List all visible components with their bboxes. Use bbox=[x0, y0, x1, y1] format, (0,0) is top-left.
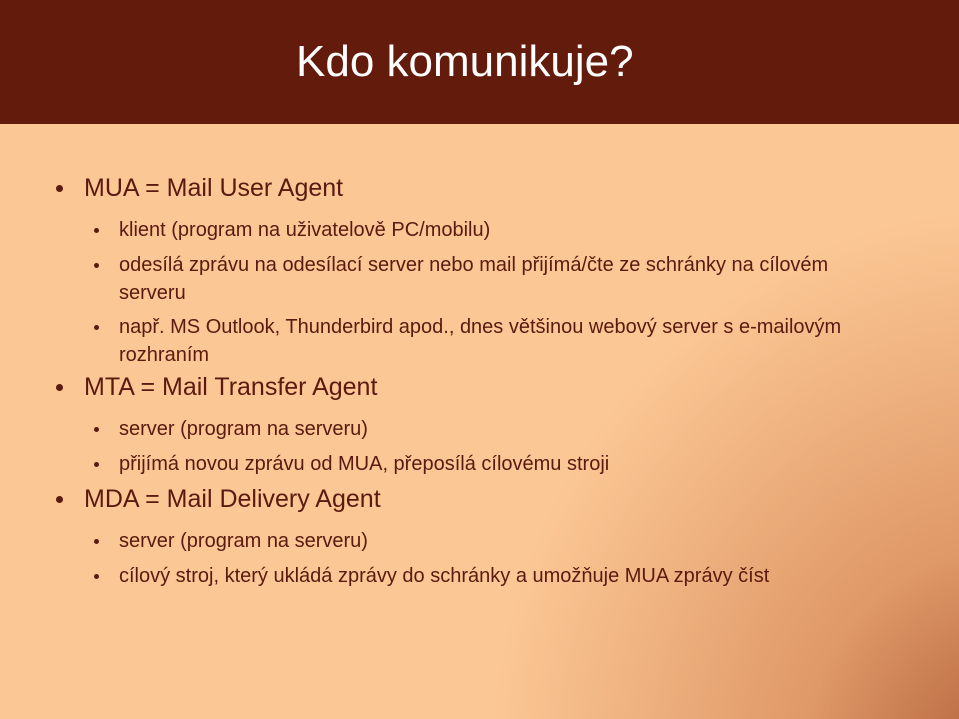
bullet-mda bbox=[84, 484, 381, 514]
sub-bullet-text: např. MS Outlook, Thunderbird apod., dnes většinou webový server s e-mailovým rozhraním bbox=[119, 316, 842, 366]
sub-bullet-mua-sends bbox=[119, 251, 859, 307]
bullet-dot-icon bbox=[94, 574, 99, 579]
bullet-text: MUA = Mail User Agent bbox=[84, 174, 344, 202]
sub-bullet-mta-receives bbox=[119, 450, 859, 478]
sub-bullet-text: odesílá zprávu na odesílací server nebo mail přijímá/čte ze schránky na cílovém serveru bbox=[119, 254, 829, 304]
bullet-mta bbox=[84, 372, 377, 402]
slide-title: Kdo komunikuje? bbox=[296, 37, 634, 86]
bullet-dot-icon bbox=[94, 539, 99, 544]
bullet-text: MDA = Mail Delivery Agent bbox=[84, 485, 381, 513]
bullet-dot-icon bbox=[56, 496, 63, 503]
bullet-mua bbox=[84, 173, 343, 203]
bullet-dot-icon bbox=[94, 325, 99, 330]
sub-bullet-text: server (program na serveru) bbox=[119, 530, 368, 552]
bullet-dot-icon bbox=[56, 384, 63, 391]
sub-bullet-mua-client bbox=[119, 216, 859, 244]
bullet-dot-icon bbox=[94, 427, 99, 432]
sub-bullet-text: přijímá novou zprávu od MUA, přeposílá cílovému stroji bbox=[119, 453, 610, 475]
bullet-dot-icon bbox=[94, 228, 99, 233]
sub-bullet-mta-server bbox=[119, 415, 859, 443]
bullet-dot-icon bbox=[56, 185, 63, 192]
bullet-dot-icon bbox=[94, 263, 99, 268]
title-bar bbox=[0, 0, 959, 124]
sub-bullet-mua-examples bbox=[119, 313, 859, 369]
sub-bullet-mda-server bbox=[119, 527, 859, 555]
bullet-text: MTA = Mail Transfer Agent bbox=[84, 373, 378, 401]
sub-bullet-text: server (program na serveru) bbox=[119, 418, 368, 440]
sub-bullet-text: klient (program na uživatelově PC/mobilu) bbox=[119, 219, 491, 241]
bullet-dot-icon bbox=[94, 462, 99, 467]
sub-bullet-mda-stores bbox=[119, 562, 859, 590]
sub-bullet-text: cílový stroj, který ukládá zprávy do schránky a umožňuje MUA zprávy číst bbox=[119, 565, 770, 587]
